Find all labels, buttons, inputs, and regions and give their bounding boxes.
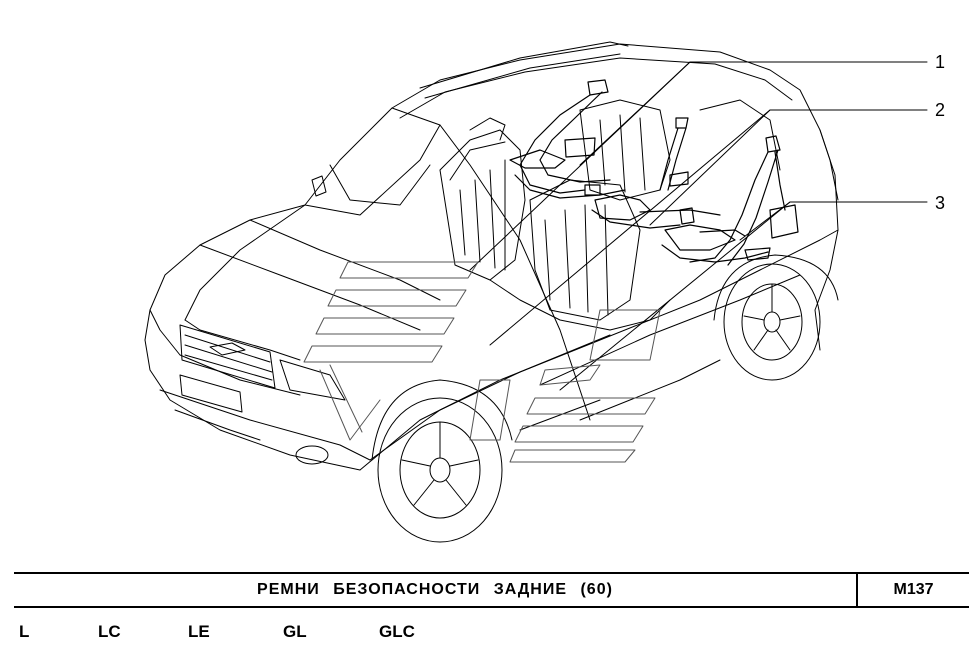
variant-glc: GLC (379, 622, 415, 641)
title-bar (14, 572, 969, 608)
callout-3: 3 (935, 193, 946, 213)
car-body (145, 42, 838, 542)
diagram-title: РЕМНИ БЕЗОПАСНОСТИ ЗАДНИЕ (60) (257, 581, 613, 598)
variant-le: LE (188, 622, 210, 641)
variant-gl: GL (283, 622, 307, 641)
watermark-logo (304, 262, 660, 462)
callout-1: 1 (935, 52, 946, 72)
callout-2: 2 (935, 100, 946, 120)
page-code: M137 (893, 581, 934, 598)
variant-l: L (19, 622, 30, 641)
variant-lc: LC (98, 622, 121, 641)
seat-belts (510, 80, 798, 265)
